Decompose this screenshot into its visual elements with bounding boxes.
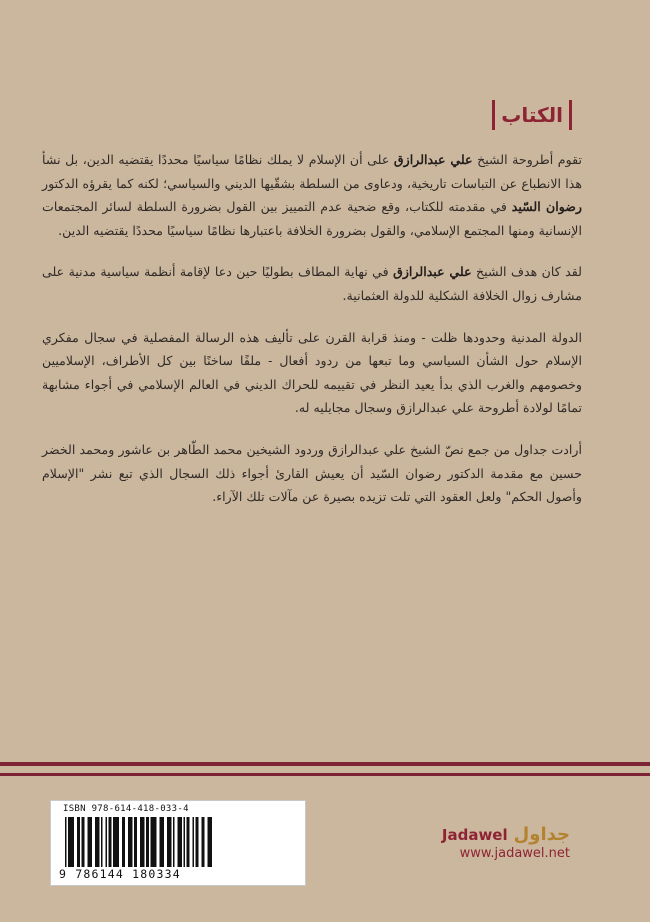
barcode-bar — [122, 817, 125, 867]
paragraph-text: في مقدمته للكتاب، وقع ضحية عدم التمييز بين القول بضرورة السلطة لسائر المجتمعات الإنسانية ومنها المجتمع الإسلامي، والقول بضرورة الخلافة باعتبارها نظامًا سياسيًا محددًا يقتضيه الدين. — [42, 199, 582, 238]
barcode-bar — [106, 817, 108, 867]
barcode-bar — [167, 817, 172, 867]
synopsis-paragraph — [42, 260, 582, 307]
barcode-bar — [193, 817, 195, 867]
isbn-label: ISBN 978-614-418-033-4 — [63, 804, 189, 814]
divider-band-thin — [0, 773, 650, 776]
barcode-bar — [151, 817, 157, 867]
barcode-bar — [88, 817, 93, 867]
highlighted-name: علي عبدالرازق — [393, 264, 472, 280]
barcode-bar — [208, 817, 213, 867]
paragraph-text: أرادت جداول من جمع نصّ الشيخ علي عبدالرازق وردود الشيخين محمد الطّاهر بن عاشور ومحمد الخضر حسين مع مقدمة الدكتور رضوان السّيد أن يعيش القارئ أجواء ذلك السجال الذي تبع نشر "الإسلام وأصول الحكم" ولعل العقود التي تلت تزيده بصيرة عن مآلات تلك الآراء. — [42, 441, 582, 505]
publisher-name-en: Jadawel — [441, 825, 508, 844]
barcode-bar — [140, 817, 145, 867]
heading-bar-right — [569, 100, 572, 130]
paragraph-text: الدولة المدنية وحدودها ظلت - ومنذ قرابة القرن على تأليف هذه الرسالة المفصلية في سجال مفكري الإسلام حول الشأن السياسي وما تبعها من ردود أفعال - ملفًا ساخنًا بين كل الأطراف، الإسلاميين وخصومهم والغرب الذي بدأ يعيد النظر في تقييمه للحراك الديني في العالم الإسلامي في أجواء مشابهة تمامًا لولادة أطروحة علي عبدالرازق وسجال مجايليه له. — [42, 329, 582, 416]
publisher-logo — [442, 824, 570, 861]
barcode-bar — [160, 817, 165, 867]
barcode-bar — [187, 817, 190, 867]
publisher-url: www.jadawel.net — [459, 846, 570, 861]
barcode-bar — [82, 817, 85, 867]
highlighted-name: رضوان السّيد — [511, 199, 582, 215]
barcode-bar — [178, 817, 183, 867]
barcode-digits: 9 786144 180334 — [59, 867, 181, 881]
synopsis-paragraph — [42, 326, 582, 420]
paragraph-text: في نهاية المطاف بطوليًا حين دعا لإقامة أنظمة سياسية مدنية على مشارف زوال الخلافة الشكلية للدولة العثمانية. — [42, 264, 582, 303]
barcode-bar — [202, 817, 205, 867]
divider-band — [0, 762, 650, 766]
paragraph-text: على أن الإسلام لا يملك نظامًا سياسيًا محددًا يقتضيه الدين، بل نشأ هذا الانطباع عن التباسات تاريخية، ودعاوى من السلطة بشقّيها الديني والسياسي؛ لكنه كما يقرؤه الدكتور — [42, 152, 582, 191]
barcode-bar — [109, 817, 112, 867]
paragraph-text: تقوم أطروحة الشيخ — [472, 152, 582, 167]
barcode-bar — [65, 817, 67, 867]
barcode-bar — [101, 817, 103, 867]
barcode-bar — [128, 817, 133, 867]
barcode-bar — [134, 817, 137, 867]
barcode-bar — [95, 817, 100, 867]
barcode-bar — [68, 817, 74, 867]
synopsis-paragraph — [42, 148, 582, 242]
barcode-bar — [113, 817, 119, 867]
barcode-bars — [63, 817, 291, 867]
synopsis-paragraph — [42, 438, 582, 509]
publisher-name-ar: جداول — [513, 824, 570, 845]
highlighted-name: علي عبدالرازق — [393, 152, 473, 167]
barcode-bar — [173, 817, 175, 867]
barcode-bar — [146, 817, 149, 867]
section-heading — [492, 100, 572, 130]
heading-text: الكتاب — [501, 103, 563, 127]
barcode-bar — [196, 817, 199, 867]
heading-bar-left — [492, 100, 495, 130]
paragraph-text: لقد كان هدف الشيخ — [471, 264, 582, 280]
isbn-barcode — [50, 800, 306, 886]
barcode-bar — [77, 817, 80, 867]
barcode-bar — [184, 817, 186, 867]
synopsis-text — [42, 148, 582, 527]
